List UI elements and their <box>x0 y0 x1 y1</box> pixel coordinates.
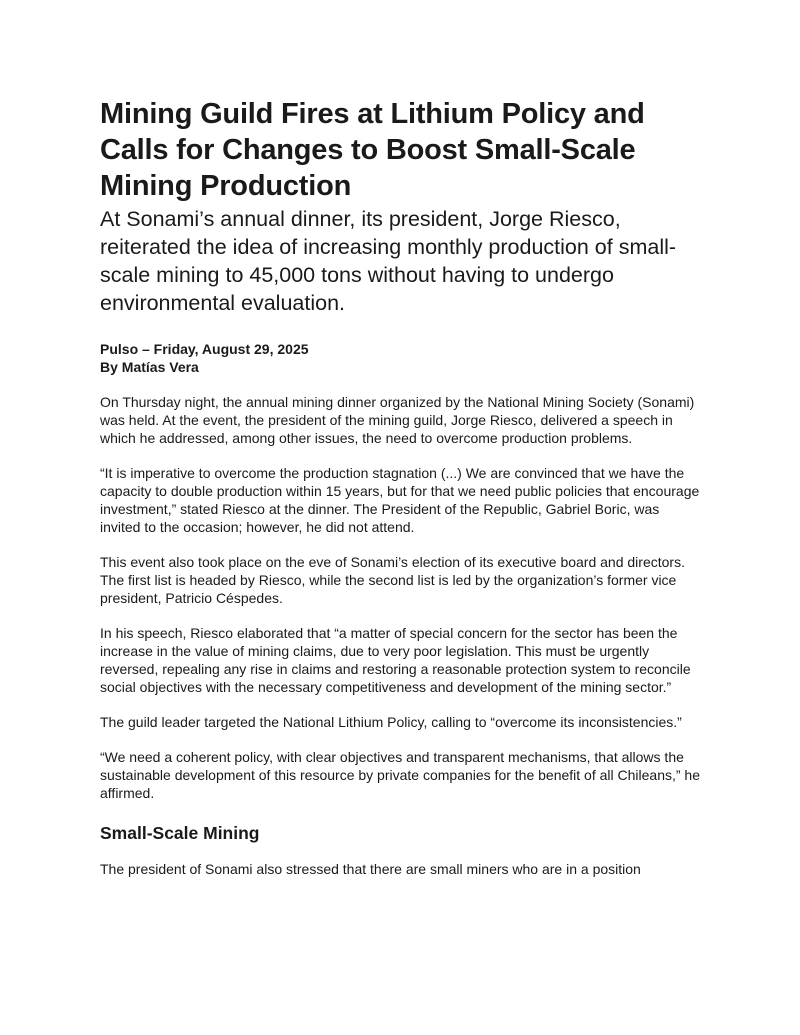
body-paragraph: “It is imperative to overcome the production stagnation (...) We are convinced that we have the capacity to double production within 15 years, but for that we need public policies that encourage investment,” stated Riesco at the dinner. The President of the Republic, Gabriel Boric, was invited to the occasion; however, he did not attend. <box>100 465 700 535</box>
article-headline: Mining Guild Fires at Lithium Policy and Calls for Changes to Boost Small-Scale Mining Production <box>100 98 645 202</box>
article-meta <box>100 340 700 376</box>
body-paragraph: This event also took place on the eve of Sonami’s election of its executive board and directors. The first list is headed by Riesco, while the second list is led by the organization’s former vice president, Patricio Céspedes. <box>100 554 685 606</box>
dateline: Pulso – Friday, August 29, 2025 <box>100 341 309 357</box>
body-paragraph: “We need a coherent policy, with clear objectives and transparent mechanisms, that allows the sustainable development of this resource by private companies for the benefit of all Chileans,” he affirmed. <box>100 749 701 801</box>
article <box>100 96 700 895</box>
byline: By Matías Vera <box>100 359 199 375</box>
body-paragraph: The president of Sonami also stressed that there are small miners who are in a position <box>100 861 641 877</box>
body-paragraph: The guild leader targeted the National Lithium Policy, calling to “overcome its inconsistencies.” <box>100 714 682 730</box>
body-paragraph: In his speech, Riesco elaborated that “a matter of special concern for the sector has been the increase in the value of mining claims, due to very poor legislation. This must be urgently reversed, repealing any rise in claims and restoring a reasonable protection system to reconcile social objectives with the necessary competitiveness and development of the mining sector.” <box>100 625 691 695</box>
body-paragraph: On Thursday night, the annual mining dinner organized by the National Mining Society (Sonami) was held. At the event, the president of the mining guild, Jorge Riesco, delivered a speech in which he addressed, among other issues, the need to overcome production problems. <box>100 394 695 446</box>
section-heading: Small-Scale Mining <box>100 823 260 843</box>
article-subheadline: At Sonami’s annual dinner, its president, Jorge Riesco, reiterated the idea of increasing monthly production of small-scale mining to 45,000 tons without having to undergo environmental evaluation. <box>100 207 677 315</box>
article-body <box>100 393 700 878</box>
